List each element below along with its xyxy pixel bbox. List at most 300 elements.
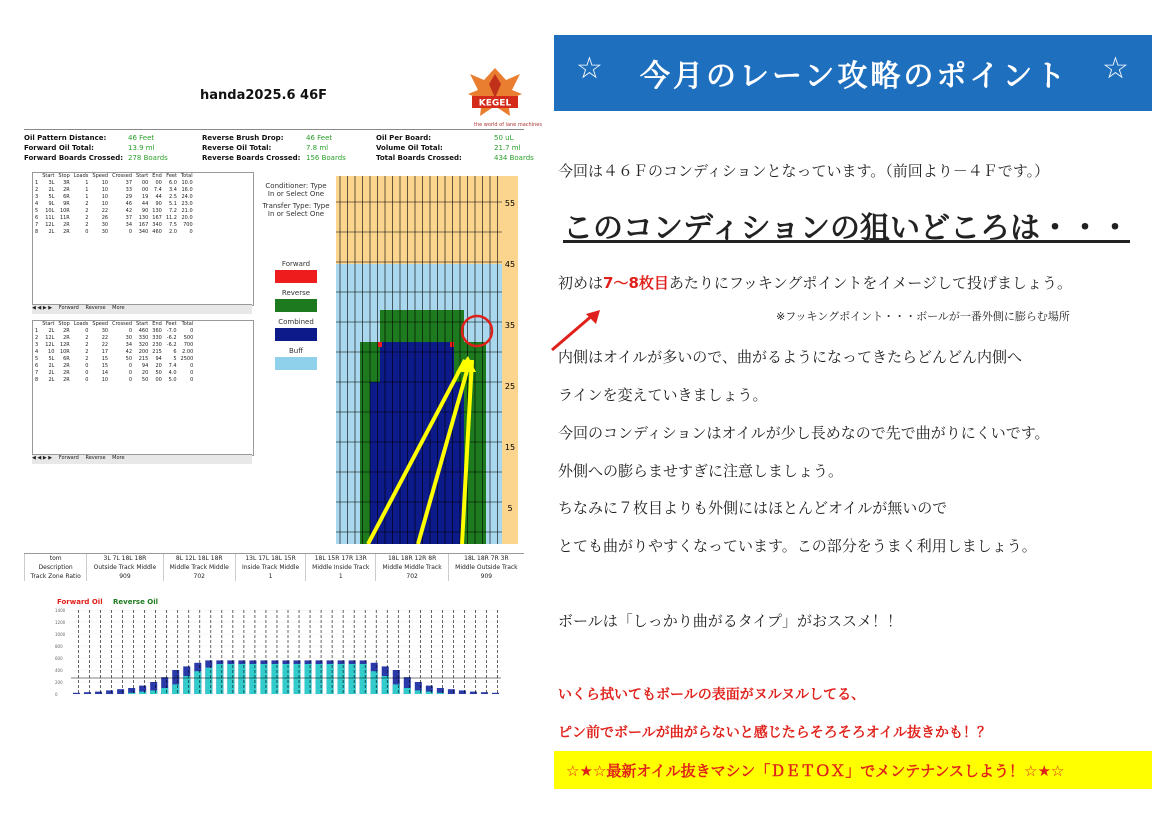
detox-text: ☆★☆最新オイル抜きマシン「ＤＥＴＯＸ」でメンテナンスしよう！☆★☆ (566, 762, 1065, 780)
table-cell[interactable]: 50 (141, 377, 149, 383)
table-cell[interactable]: 7.4 (168, 363, 177, 369)
forward-oil-bar (426, 692, 433, 694)
tab-reverse[interactable]: Reverse (85, 455, 106, 461)
reverse-oil-bar (459, 690, 466, 694)
table-row (33, 194, 195, 201)
legend-swatch (275, 299, 317, 312)
table-header: Speed (92, 173, 109, 179)
table-header: Crossed (112, 173, 133, 179)
track-cell: tom (25, 554, 87, 563)
banner-title: 今月のレーン攻略のポイント (640, 59, 1069, 94)
table-cell[interactable]: 0 (128, 363, 133, 369)
table-cell[interactable]: 2L (48, 229, 55, 235)
table-cell[interactable]: 2R (63, 229, 70, 235)
forward-oil-bar (282, 664, 289, 694)
transfer-type-text: Transfer Type: Type In or Select One (262, 202, 330, 218)
table-cell[interactable]: 3 (35, 194, 39, 200)
table-header: Start (136, 173, 149, 179)
table-cell[interactable]: 44 (141, 201, 149, 207)
table-cell[interactable]: 700 (183, 342, 194, 348)
table-cell[interactable]: 2 (85, 201, 89, 207)
table-cell[interactable]: 10 (101, 377, 109, 383)
table-cell[interactable]: 6 (35, 363, 39, 369)
table-cell[interactable]: 30 (125, 335, 133, 341)
table-cell[interactable]: 11L (45, 215, 55, 221)
table-cell[interactable]: 2R (63, 187, 70, 193)
stat-value: 7.8 ml (306, 144, 329, 152)
kegel-logo (466, 64, 524, 126)
table-header: Stop (58, 173, 70, 179)
table-cell[interactable]: 8 (35, 377, 39, 383)
table-cell[interactable]: 2 (85, 349, 89, 355)
table-cell[interactable]: 24.0 (181, 194, 193, 200)
sheet-title: handa2025.6 46F (200, 88, 328, 103)
forward-oil-bar (260, 664, 267, 694)
intro-text: 今回は４６Ｆのコンディションとなっています。（前回より－４Ｆです。） (558, 162, 1050, 180)
y-tick-label: 1000 (55, 632, 66, 637)
logo-text: KEGEL (478, 98, 512, 109)
track-cell: Track Zone Ratio (25, 572, 87, 581)
table-cell[interactable]: -6.2 (166, 335, 177, 341)
table-cell[interactable]: 34 (125, 222, 133, 228)
table-cell[interactable]: 30 (101, 229, 109, 235)
reverse-oil-bar (84, 692, 91, 694)
point-post: あたりにフッキングポイントをイメージして投げましょう。 (668, 274, 1072, 292)
warning-line-2: ピン前でボールが曲がらないと感じたらそろそろオイル抜きかも！？ (558, 725, 992, 741)
table-cell[interactable]: 4 (35, 201, 39, 207)
table-cell[interactable]: 215 (138, 356, 149, 362)
table-cell[interactable]: 340 (152, 222, 162, 228)
track-cell: 8L 12L 18L 18R (163, 554, 235, 563)
track-cell: 18L 15R 17R 13R (306, 554, 376, 563)
hooking-point-note: ※フッキングポイント・・・ボールが一番外側に膨らむ場所 (776, 310, 1070, 323)
table-cell[interactable]: 3.4 (169, 187, 177, 193)
reverse-sheet-tabs (32, 454, 252, 464)
table-cell[interactable]: 2R (63, 335, 70, 341)
table-cell[interactable]: 19 (141, 194, 149, 200)
tab-more[interactable]: More (112, 305, 125, 311)
table-cell[interactable]: 2 (35, 335, 39, 341)
tab-nav-icon[interactable]: ◀ ◀ ▶ ▶ (32, 455, 53, 461)
table-cell[interactable]: 94 (155, 356, 162, 362)
table-cell[interactable]: 2 (85, 215, 89, 221)
body-line: ちなみに７枚目よりも外側にはほとんどオイルが無いので (558, 499, 948, 517)
table-header: Start (136, 321, 149, 327)
table-cell[interactable]: 2 (85, 222, 89, 228)
y-tick-label: 1400 (55, 608, 66, 613)
table-cell[interactable]: 0 (190, 370, 194, 376)
table-cell[interactable]: 6R (63, 194, 70, 200)
y-tick-label: 200 (55, 680, 63, 685)
track-cell: Description (25, 563, 87, 572)
table-cell[interactable]: 6.0 (169, 180, 177, 186)
reverse-oil-bar (106, 690, 113, 694)
table-cell[interactable]: 34 (125, 342, 133, 348)
legend-label: Reverse (281, 289, 311, 297)
table-cell[interactable]: 1 (85, 180, 89, 186)
reverse-oil-bar (481, 692, 488, 694)
reverse-oil-bar (470, 692, 477, 694)
forward-oil-bar (360, 664, 367, 694)
table-cell[interactable]: 1 (85, 187, 89, 193)
table-cell[interactable]: 230 (152, 342, 162, 348)
table-cell[interactable]: 330 (152, 335, 162, 341)
reverse-table (32, 320, 254, 456)
forward-oil-label: Forward Oil (57, 598, 103, 606)
table-cell[interactable]: 30 (101, 328, 109, 334)
legend-label: Combined (278, 318, 314, 326)
table-cell[interactable]: 215 (152, 349, 162, 355)
table-cell[interactable]: 5L (48, 194, 55, 200)
track-cell: 18L 18R 12R 8R (376, 554, 448, 563)
table-header: Start (42, 173, 55, 179)
reverse-oil-label: Reverse Oil (113, 598, 159, 606)
feet-label: 25 (504, 382, 516, 391)
table-cell[interactable]: 10L (45, 208, 55, 214)
table-cell[interactable]: 15 (101, 363, 109, 369)
table-cell[interactable]: 0 (190, 363, 194, 369)
table-cell[interactable]: 3 (35, 342, 39, 348)
table-cell[interactable]: 16.0 (181, 187, 193, 193)
forward-oil-bar (271, 664, 278, 694)
forward-oil-bar (150, 690, 157, 694)
forward-oil-bar (338, 664, 345, 694)
stat-value: 13.9 ml (128, 144, 155, 152)
table-row (33, 229, 195, 236)
table-cell[interactable]: 6R (63, 356, 70, 362)
lane-oil-graph (330, 172, 520, 544)
table-cell[interactable]: 2R (63, 222, 70, 228)
table-cell[interactable]: 6 (173, 349, 177, 355)
table-cell[interactable]: 0 (85, 370, 89, 376)
table-cell[interactable]: 7.5 (169, 222, 177, 228)
table-cell[interactable]: 15 (101, 356, 109, 362)
table-cell[interactable]: 2R (63, 377, 70, 383)
table-header (33, 321, 40, 328)
forward-oil-bar (437, 693, 444, 694)
table-row (33, 201, 195, 208)
table-cell[interactable]: 10.0 (181, 180, 193, 186)
table-cell[interactable]: 10 (48, 349, 55, 355)
table-cell[interactable]: 26 (101, 215, 109, 221)
track-cell: Middle Middle Track (376, 563, 448, 572)
body-line: 外側への膨らませすぎに注意しましょう。 (558, 462, 844, 480)
table-cell[interactable]: 1 (85, 194, 89, 200)
table-cell[interactable]: 10R (59, 208, 70, 214)
table-cell[interactable]: 167 (138, 222, 149, 228)
table-cell[interactable]: 5.1 (169, 201, 177, 207)
table-cell[interactable]: 9R (63, 201, 70, 207)
table-cell[interactable]: 14 (101, 370, 109, 376)
table-cell[interactable]: 17 (101, 349, 109, 355)
table-header: Speed (92, 321, 109, 327)
table-cell[interactable]: 7.2 (169, 208, 177, 214)
table-cell[interactable]: 8 (35, 229, 39, 235)
y-tick-label: 600 (55, 656, 63, 661)
table-cell[interactable]: 90 (155, 201, 162, 207)
reverse-oil-bar (492, 693, 499, 694)
table-cell[interactable]: 130 (152, 208, 162, 214)
legend-label: Forward (281, 260, 311, 268)
table-cell[interactable]: 2L (48, 370, 55, 376)
table-cell[interactable]: 500 (183, 335, 194, 341)
table-cell[interactable]: 2 (85, 335, 89, 341)
track-cell: Outside Track Middle (87, 563, 163, 572)
table-cell[interactable]: 2R (63, 328, 70, 334)
tips-banner (554, 35, 1152, 111)
table-cell[interactable]: 11R (59, 215, 70, 221)
body-line: 今回のコンディションはオイルが少し長めなので先で曲がりにくいです。 (558, 424, 1050, 442)
stat-value: 434 Boards (494, 154, 534, 162)
table-cell[interactable]: 50 (155, 370, 162, 376)
star-icon: ☆ (576, 51, 603, 86)
tab-forward[interactable]: Forward (58, 305, 79, 311)
legend-swatch (275, 270, 317, 283)
table-cell[interactable]: 94 (141, 363, 149, 369)
table-cell[interactable]: 42 (125, 208, 133, 214)
table-cell[interactable]: 0 (190, 377, 194, 383)
table-cell[interactable]: 20 (141, 370, 149, 376)
table-cell[interactable]: 2L (48, 377, 55, 383)
table-cell[interactable]: 46 (125, 201, 133, 207)
feet-label: 15 (504, 443, 516, 452)
legend-label: Buff (288, 347, 304, 355)
table-cell[interactable]: 10R (59, 349, 70, 355)
body-line: 内側はオイルが多いので、曲がるようになってきたらどんどん内側へ (558, 348, 1022, 366)
table-cell[interactable]: 340 (138, 229, 149, 235)
table-cell[interactable]: 10 (101, 180, 109, 186)
body-line: とても曲がりやすくなっています。この部分をうまく利用しましょう。 (558, 537, 1037, 555)
table-header: End (152, 173, 162, 179)
table-cell[interactable]: 2R (63, 363, 70, 369)
stat-label: Total Boards Crossed: (376, 154, 462, 162)
table-cell[interactable]: 23.0 (181, 201, 193, 207)
stat-row (24, 144, 524, 154)
table-cell[interactable]: 4.0 (168, 370, 177, 376)
table-cell[interactable]: 2.0 (169, 229, 177, 235)
table-cell[interactable]: 1 (35, 328, 39, 334)
forward-oil-bar (415, 690, 422, 694)
table-cell[interactable]: 22 (101, 208, 109, 214)
y-tick-label: 0 (55, 692, 58, 696)
table-cell[interactable]: 6 (35, 215, 39, 221)
forward-oil-bar (128, 693, 135, 694)
table-cell[interactable]: 0 (189, 229, 193, 235)
table-cell[interactable]: 42 (125, 349, 133, 355)
table-row (33, 187, 195, 194)
forward-oil-bar (393, 684, 400, 694)
forward-oil-bar (216, 664, 223, 694)
table-cell[interactable]: 2L (48, 363, 55, 369)
table-cell[interactable]: 30 (101, 222, 109, 228)
table-cell[interactable]: 33 (125, 187, 133, 193)
stat-value: 50 uL (494, 134, 514, 142)
y-tick-label: 1200 (55, 620, 66, 625)
table-cell[interactable]: 20.0 (181, 215, 193, 221)
lane-dry-area (336, 176, 502, 264)
conditioner-text: Conditioner: Type In or Select One (265, 182, 327, 198)
table-cell[interactable]: 00 (141, 180, 149, 186)
track-cell: 909 (448, 572, 524, 581)
table-cell[interactable]: 0 (85, 328, 89, 334)
table-cell[interactable]: 5 (35, 356, 39, 362)
legend-swatch (275, 357, 317, 370)
table-cell[interactable]: 7.4 (153, 187, 162, 193)
table-cell[interactable]: 167 (152, 215, 162, 221)
table-cell[interactable]: -6.2 (166, 342, 177, 348)
table-row (33, 180, 195, 187)
forward-oil-bar (205, 668, 212, 694)
logo-subtitle: the world of lane machines (474, 122, 542, 128)
divider (24, 129, 524, 130)
stat-value: 21.7 ml (494, 144, 521, 152)
tab-more[interactable]: More (112, 455, 125, 461)
table-cell[interactable]: 0 (128, 328, 133, 334)
table-row (33, 370, 195, 377)
forward-oil-bar (382, 676, 389, 694)
y-tick-label: 800 (55, 644, 63, 649)
table-cell[interactable]: 00 (155, 180, 162, 186)
table-cell[interactable]: 44 (155, 194, 162, 200)
pattern-legend (262, 182, 330, 376)
table-row (33, 377, 195, 384)
table-cell[interactable]: 9L (48, 201, 55, 207)
stat-row (24, 154, 534, 164)
table-cell[interactable]: 0 (85, 377, 89, 383)
table-cell[interactable]: 10 (101, 187, 109, 193)
table-cell[interactable]: 12R (59, 342, 70, 348)
feet-label: 35 (504, 321, 516, 330)
table-cell[interactable]: 130 (138, 215, 149, 221)
table-row (33, 215, 195, 222)
table-cell[interactable]: 2 (85, 342, 89, 348)
table-cell[interactable]: 00 (155, 377, 162, 383)
table-cell[interactable]: 2 (85, 208, 89, 214)
section-heading: このコンディションの狙いどころは・・・ (563, 211, 1130, 246)
table-row (33, 222, 195, 229)
table-cell[interactable]: 360 (152, 328, 162, 334)
reverse-oil-bar (117, 689, 124, 694)
table-cell[interactable]: 50 (125, 356, 133, 362)
stat-label: Oil Pattern Distance: (24, 134, 107, 142)
table-cell[interactable]: 0 (190, 328, 194, 334)
table-row (33, 356, 195, 363)
table-cell[interactable]: 0 (85, 229, 89, 235)
table-cell[interactable]: 11.2 (165, 215, 177, 221)
table-cell[interactable]: 37 (125, 215, 133, 221)
table-cell[interactable]: 7 (35, 370, 39, 376)
table-cell[interactable]: 330 (138, 335, 149, 341)
stat-label: Reverse Oil Total: (202, 144, 272, 152)
tab-forward[interactable]: Forward (58, 455, 79, 461)
table-cell[interactable]: 320 (138, 342, 149, 348)
table-cell[interactable]: 2L (48, 187, 55, 193)
table-cell[interactable]: 90 (141, 208, 149, 214)
table-cell[interactable]: 2.00 (182, 349, 194, 355)
table-cell[interactable]: 3L (48, 180, 55, 186)
table-row (33, 335, 195, 342)
forward-oil-bar (139, 692, 146, 694)
forward-oil-bar (316, 664, 323, 694)
table-cell[interactable]: 12L (45, 342, 55, 348)
track-cell: 1 (306, 572, 376, 581)
forward-oil-bar (294, 664, 301, 694)
table-cell[interactable]: 22 (101, 342, 109, 348)
table-header: End (152, 321, 162, 327)
table-cell[interactable]: 10 (101, 194, 109, 200)
table-header: Crossed (112, 321, 133, 327)
table-cell[interactable]: 2L (48, 328, 55, 334)
forward-oil-bar (305, 664, 312, 694)
track-cell: Middle Track Middle (163, 563, 235, 572)
forward-oil-bar (404, 688, 411, 694)
forward-sheet-tabs (32, 304, 252, 314)
table-cell[interactable]: 10 (101, 201, 109, 207)
table-cell[interactable]: 0 (128, 229, 133, 235)
stat-label: Volume Oil Total: (376, 144, 443, 152)
track-cell: 702 (163, 572, 235, 581)
table-cell[interactable]: 29 (125, 194, 133, 200)
table-cell[interactable]: 37 (125, 180, 133, 186)
track-cell: Inside Track Middle (235, 563, 305, 572)
track-cell: Middle Outside Track (448, 563, 524, 572)
table-cell[interactable]: 20 (155, 363, 162, 369)
combined-oil-block (370, 382, 464, 544)
table-cell[interactable]: 700 (183, 222, 193, 228)
point-highlight: 7～8枚目 (603, 274, 669, 292)
forward-oil-bar (161, 688, 168, 694)
table-cell[interactable]: 460 (138, 328, 149, 334)
table-cell[interactable]: 200 (138, 349, 149, 355)
table-cell[interactable]: 5 (35, 208, 39, 214)
stat-value: 278 Boards (128, 154, 168, 162)
table-cell[interactable]: 2R (63, 370, 70, 376)
table-cell[interactable]: 2 (35, 187, 39, 193)
tab-reverse[interactable]: Reverse (85, 305, 106, 311)
table-cell[interactable]: 12L (45, 222, 55, 228)
table-cell[interactable]: 22 (101, 335, 109, 341)
table-cell[interactable]: 0 (85, 363, 89, 369)
table-cell[interactable]: -7.0 (166, 328, 177, 334)
table-cell[interactable]: 3R (63, 180, 70, 186)
table-cell[interactable]: 5.0 (168, 377, 177, 383)
table-cell[interactable]: 5 (173, 356, 177, 362)
table-cell[interactable]: 2500 (180, 356, 194, 362)
table-cell[interactable]: 0 (128, 377, 133, 383)
table-cell[interactable]: 4 (35, 349, 39, 355)
track-cell: 702 (376, 572, 448, 581)
y-tick-label: 400 (55, 668, 63, 673)
table-cell[interactable]: 1 (35, 180, 39, 186)
table-cell[interactable]: 0 (128, 370, 133, 376)
forward-oil-bar (238, 664, 245, 694)
table-cell[interactable]: 2 (85, 356, 89, 362)
forward-oil-bar (327, 664, 334, 694)
table-cell[interactable]: 00 (141, 187, 149, 193)
table-cell[interactable]: 12L (45, 335, 55, 341)
table-cell[interactable]: 5L (48, 356, 55, 362)
table-cell[interactable]: 460 (152, 229, 162, 235)
table-cell[interactable]: 21.0 (181, 208, 193, 214)
table-header: Loads (73, 321, 89, 327)
track-cell: Middle Inside Track (306, 563, 376, 572)
table-cell[interactable]: 2.5 (169, 194, 177, 200)
table-cell[interactable]: 7 (35, 222, 39, 228)
hooking-point-line (558, 272, 1072, 293)
tab-nav-icon[interactable]: ◀ ◀ ▶ ▶ (32, 305, 53, 311)
table-header: Stop (58, 321, 70, 327)
table-header: Feet (166, 173, 177, 179)
